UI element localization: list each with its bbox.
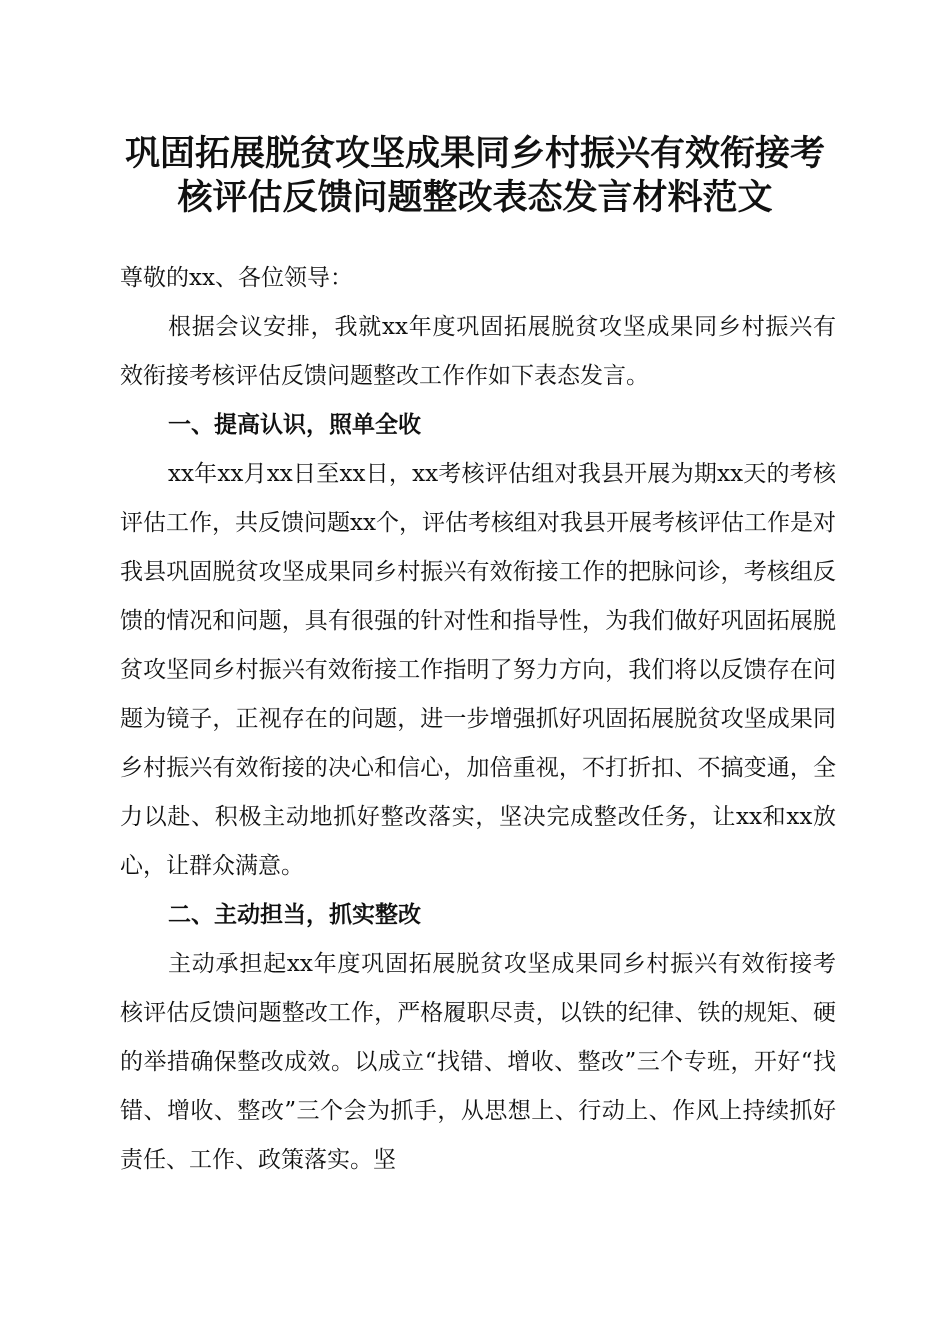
document-body [120,254,836,1185]
section-1-heading: 一、提高认识，照单全收 [168,412,421,438]
section-1-paragraph: xx年xx月xx日至xx日，xx考核评估组对我县开展为期xx天的考核评估工作，共反馈问题xx个，评估考核组对我县开展考核评估工作是对我县巩固脱贫攻坚成果同乡村振兴有效衔接工作的把脉问诊，考核组反馈的情况和问题，具有很强的针对性和指导性，为我们做好巩固拓展脱贫攻坚同乡村振兴有效衔接工作指明了努力方向，我们将以反馈存在问题为镜子，正视存在的问题，进一步增强抓好巩固拓展脱贫攻坚成果同乡村振兴有效衔接的决心和信心，加倍重视，不打折扣、不搞变通，全力以赴、积极主动地抓好整改落实，坚决完成整改任务，让xx和xx放心，让群众满意。 [120,461,836,879]
salutation: 尊敬的xx、各位领导： [120,265,353,291]
intro-paragraph: 根据会议安排，我就xx年度巩固拓展脱贫攻坚成果同乡村振兴有效衔接考核评估反馈问题整改工作作如下表态发言。 [120,314,836,389]
document-title [110,132,840,220]
title-line-2: 核评估反馈问题整改表态发言材料范文 [177,177,773,218]
title-line-1: 巩固拓展脱贫攻坚成果同乡村振兴有效衔接考 [124,133,825,174]
section-2-heading: 二、主动担当，抓实整改 [168,902,421,928]
section-2-paragraph: 主动承担起xx年度巩固拓展脱贫攻坚成果同乡村振兴有效衔接考核评估反馈问题整改工作，严格履职尽责，以铁的纪律、铁的规矩、硬的举措确保整改成效。以成立“找错、增收、整改”三个专班，开好“找错、增收、整改”三个会为抓手，从思想上、行动上、作风上持续抓好责任、工作、政策落实。坚 [120,951,836,1173]
